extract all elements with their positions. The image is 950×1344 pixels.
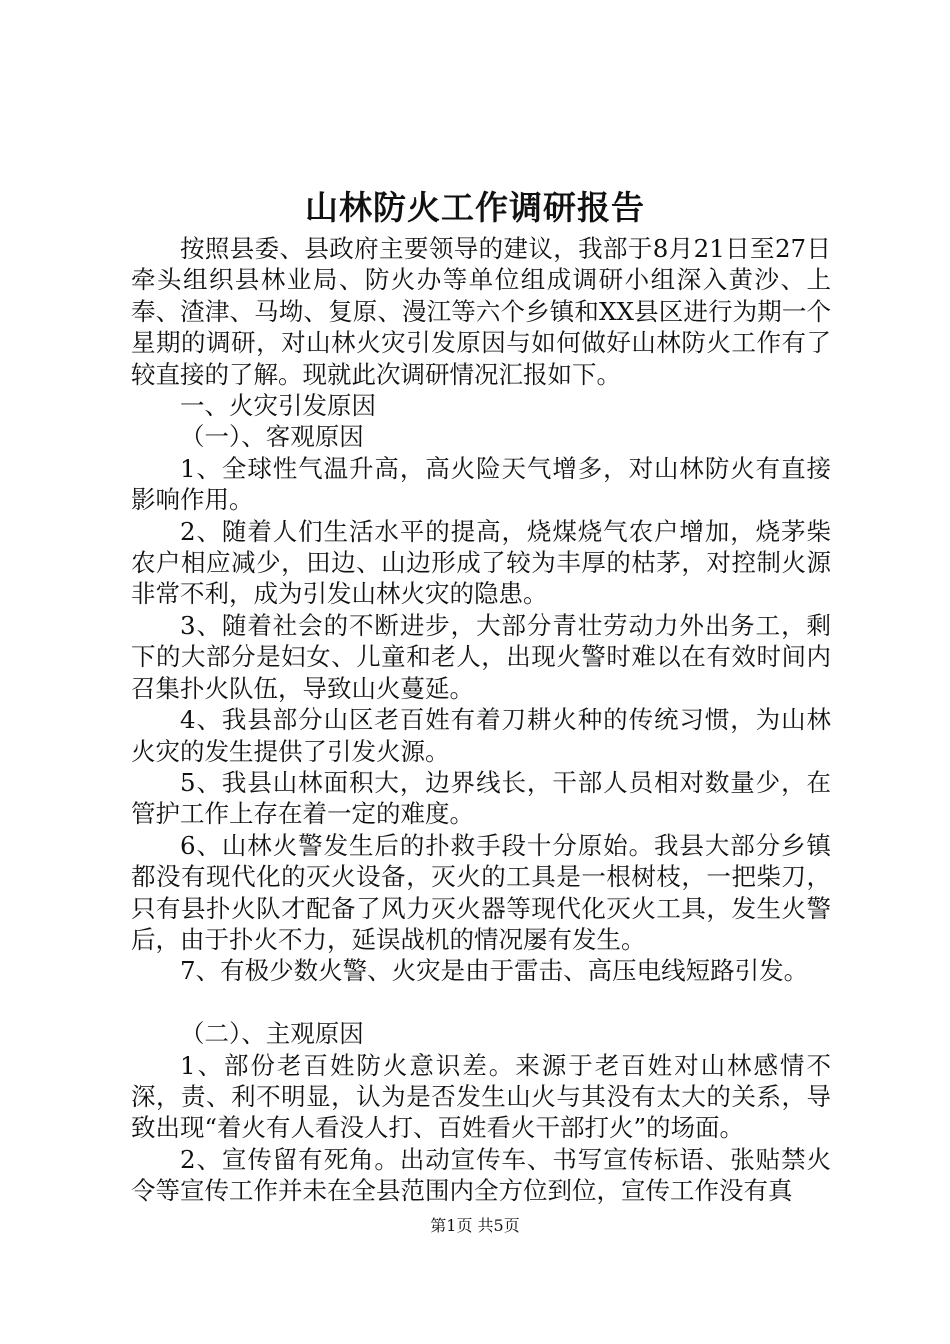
subsection-heading-objective: （一）、客观原因	[180, 422, 364, 452]
page-number-footer: 第1页 共5页	[430, 1216, 520, 1235]
subsection-heading-subjective: （二）、主观原因	[180, 1019, 364, 1049]
paragraph-objective-5: 5、我县山林面积大，边界线长，干部人员相对数量少，在管护工作上存在着一定的难度。	[131, 767, 831, 829]
section-heading-causes: 一、火灾引发原因	[180, 391, 376, 421]
paragraph-objective-3: 3、随着社会的不断进步，大部分青壮劳动力外出务工，剩下的大部分是妇女、儿童和老人，出现火警时难以在有效时间内召集扑火队伍，导致山火蔓延。	[131, 610, 831, 703]
paragraph-subjective-1: 1、部份老百姓防火意识差。来源于老百姓对山林感情不深，责、利不明显，认为是否发生山火与其没有太大的关系，导致出现“着火有人看没人打、百姓看火干部打火”的场面。	[131, 1050, 831, 1143]
paragraph-objective-2: 2、随着人们生活水平的提高，烧煤烧气农户增加，烧茅柴农户相应减少，田边、山边形成了较为丰厚的枯茅，对控制火源非常不利，成为引发山林火灾的隐患。	[131, 516, 831, 609]
paragraph-objective-1: 1、全球性气温升高，高火险天气增多，对山林防火有直接影响作用。	[131, 453, 831, 515]
paragraph-intro: 按照县委、县政府主要领导的建议，我部于8月21日至27日牵头组织县林业局、防火办等单位组成调研小组深入黄沙、上奉、渣津、马坳、复原、漫江等六个乡镇和XX县区进行为期一个星期的调研，对山林火灾引发原因与如何做好山林防火工作有了较直接的了解。现就此次调研情况汇报如下。	[131, 234, 831, 389]
document-title: 山林防火工作调研报告	[305, 188, 645, 227]
paragraph-objective-7: 7、有极少数火警、火灾是由于雷击、高压电线短路引发。	[180, 956, 809, 986]
document-body	[131, 233, 831, 1207]
paragraph-objective-6: 6、山林火警发生后的扑救手段十分原始。我县大部分乡镇都没有现代化的灭火设备，灭火的工具是一根树枝，一把柴刀，只有县扑火队才配备了风力灭火器等现代化灭火工具，发生火警后，由于扑火不力，延误战机的情况屡有发生。	[131, 830, 831, 954]
paragraph-objective-4: 4、我县部分山区老百姓有着刀耕火种的传统习惯，为山林火灾的发生提供了引发火源。	[131, 705, 831, 766]
paragraph-subjective-2: 2、宣传留有死角。出动宣传车、书写宣传标语、张贴禁火令等宣传工作并未在全县范围内全方位到位，宣传工作没有真	[131, 1144, 831, 1206]
